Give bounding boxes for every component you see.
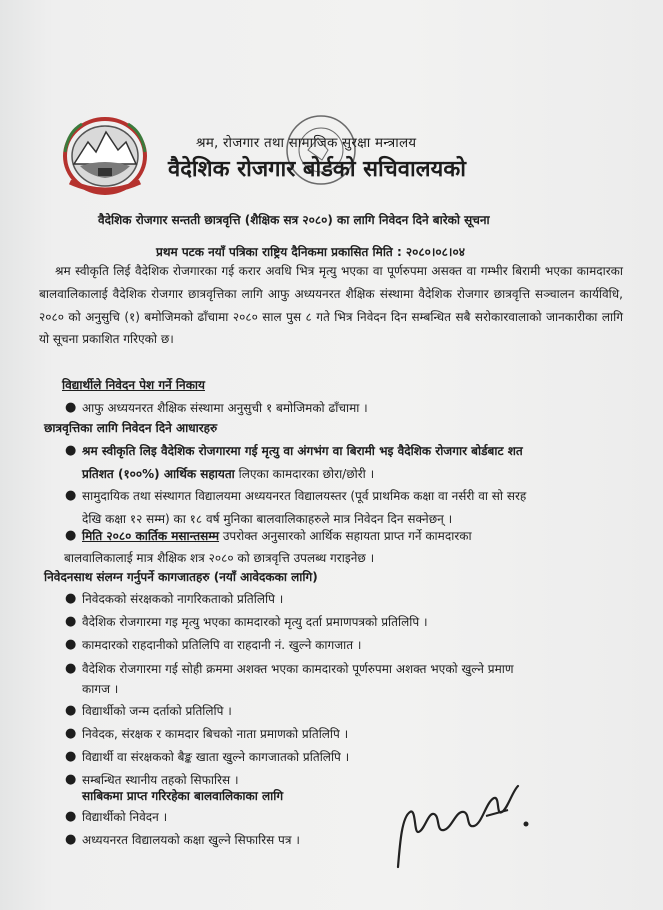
list-item: ● विद्यार्थीको जन्म दर्ताको प्रतिलिपि । — [65, 703, 232, 718]
list-item: ● सम्बन्धित स्थानीय तहको सिफारिस । — [65, 772, 239, 787]
publication-date: प्रथम पटक नयाँ पत्रिका राष्ट्रिय दैनिकमा प्रकासित मिति : २०८०।०८।०४ — [156, 245, 465, 259]
list-item-continuation: कागज । — [82, 682, 119, 696]
list-item: ● अध्ययनरत विद्यालयको कक्षा खुल्ने सिफारिस पत्र । — [65, 832, 300, 847]
list-item: ● वैदेशिक रोजगारमा गइ मृत्यु भएका कामदारको मृत्यु दर्ता प्रमाणपत्रको प्रतिलिपि । — [65, 614, 428, 629]
notice-title: वैदेशिक रोजगार सन्तती छात्रवृत्ति (शैक्षिक सत्र २०८०) का लागि निवेदन दिने बारेको सूचना — [98, 213, 490, 227]
section-heading: साबिकमा प्राप्त गरिरहेका बालवालिकाका लागि — [82, 789, 284, 803]
secretariat-name: वैदेशिक रोजगार बोर्डको सचिवालयको — [168, 157, 466, 182]
nepal-emblem-icon — [60, 112, 150, 200]
list-item: ● कामदारको राहदानीको प्रतिलिपि वा राहदानी नं. खुल्ने कागजात । — [65, 637, 362, 652]
section-heading: छात्रवृत्तिका लागि निवेदन दिने आधारहरु — [44, 421, 218, 435]
list-item: ● विद्यार्थी वा संरक्षकको बैङ्क खाता खुल्ने कागजातको प्रतिलिपि । — [65, 749, 350, 764]
list-item: ● निवेदकको संरक्षकको नागरिकताको प्रतिलिपि । — [65, 591, 284, 606]
intro-paragraph: श्रम स्वीकृति लिई वैदेशिक रोजगारका गई करार अवधि भित्र मृत्यु भएका वा पूर्णरुपमा असक्त वा गम्भीर बिरामी भएका कामदारका बालवालिकालाई वैदेशिक रोजगार छात्रवृत्तिका लागि आफु अध्ययनरत शैक्षिक संस्थामा वैदेशिक रोजगार छात्रवृत्ति सञ्चालन कार्यविधि, २०८० को अनुसुचि (१) बमोजिमको ढाँचामा २०८० साल पुस ८ गते भित्र निवेदन दिन सम्बन्धित सबै सरोकारवालाको जानकारीका लागि यो सूचना प्रकाशित गरिएको छ। — [39, 264, 623, 347]
signature-icon — [390, 772, 540, 872]
list-item: ● आफु अध्ययनरत शैक्षिक संस्थामा अनुसुची १ बमोजिमको ढाँचामा । — [65, 400, 368, 415]
list-item: ● निवेदक, संरक्षक र कामदार बिचको नाता प्रमाणको प्रतिलिपि । — [65, 726, 349, 741]
section-heading: निवेदनसाथ संलग्न गर्नुपर्ने कागजातहरु (नयाँ आवेदकका लागि) — [44, 570, 318, 584]
list-item: ● वैदेशिक रोजगारमा गई सोही क्रममा अशक्त भएका कामदारको पूर्णरुपमा अशक्त भएको खुल्ने प्रमाण — [65, 661, 514, 676]
section-heading: विद्यार्थीले निवेदन पेश गर्ने निकाय — [62, 378, 205, 392]
list-item: ● मिति २०८० कार्तिक मसान्तसम्म उपरोक्त अनुसारको आर्थिक सहायता प्राप्त गर्ने कामदारका — [65, 528, 472, 543]
list-item-continuation: बालवालिकालाई मात्र शैक्षिक शत्र २०८० को छात्रवृत्ति उपलब्ध गराइनेछ । — [64, 551, 375, 565]
ministry-name: श्रम, रोजगार तथा सामाजिक सुरक्षा मन्त्रालय — [196, 135, 417, 151]
list-item: ● श्रम स्वीकृति लिइ वैदेशिक रोजगारमा गई मृत्यु वा अंगभंग वा बिरामी भइ वैदेशिक रोजगार बोर्डबाट शत प्रतिशत (१००%) आर्थिक सहायता लिएका कामदारका छोरा/छोरी । — [65, 443, 523, 481]
list-item: ● सामुदायिक तथा संस्थागत विद्यालयमा अध्ययनरत विद्यालयस्तर (पूर्व प्राथमिक कक्षा वा नर्सरी वा सो सरह देखि कक्षा १२ सम्म) का १८ वर्ष मुनिका बालवालिकाहरुले मात्र निवेदन दिन सक्नेछन् । — [65, 488, 527, 526]
list-item: ● विद्यार्थीको निवेदन । — [65, 809, 168, 824]
